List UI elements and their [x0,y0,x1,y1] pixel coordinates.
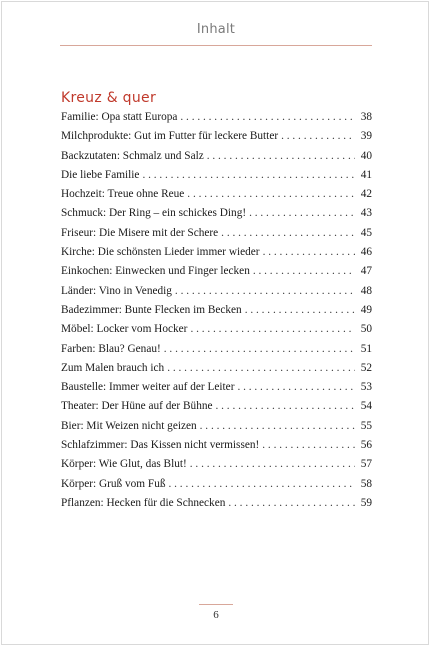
toc-dot-leader [253,262,355,281]
toc-dot-leader [216,397,356,416]
toc-dot-leader [221,224,355,243]
toc-entry-page: 57 [360,458,372,471]
toc-entry-title: Die liebe Familie [61,168,140,181]
toc-dot-leader [175,282,355,301]
toc-entry [61,224,372,243]
toc-entry-title: Möbel: Locker vom Hocker [61,323,188,336]
toc-entry-page: 53 [360,381,372,394]
toc-dot-leader [142,166,355,185]
toc-dot-leader [237,378,355,397]
toc-entry-title: Körper: Gruß vom Fuß [61,477,166,490]
toc-entry-title: Farben: Blau? Genau! [61,342,161,355]
toc-dot-leader [281,127,355,146]
toc-dot-leader [249,204,355,223]
toc-entry-title: Pflanzen: Hecken für die Schnecken [61,496,226,509]
toc-entry [61,282,372,301]
toc-entry [61,475,372,494]
toc-entry-page: 55 [360,419,372,432]
toc-entry [61,108,372,127]
toc-entry-page: 39 [360,130,372,143]
toc-entry [61,204,372,223]
toc-entry-title: Backzutaten: Schmalz und Salz [61,149,204,162]
toc-entry-title: Schlafzimmer: Das Kissen nicht vermissen! [61,439,260,452]
toc-dot-leader [187,185,355,204]
toc-entry-page: 56 [360,439,372,452]
toc-dot-leader [164,340,355,359]
toc-entry-page: 52 [360,361,372,374]
toc-entry [61,340,372,359]
running-head: Inhalt [196,22,236,37]
toc-entry-page: 49 [360,303,372,316]
toc-entry-page: 45 [360,226,372,239]
toc-dot-leader [263,243,355,262]
toc-entry-title: Hochzeit: Treue ohne Reue [61,188,185,201]
toc-entry-title: Friseur: Die Misere mit der Schere [61,226,219,239]
toc-dot-leader [262,436,355,455]
toc-entry [61,436,372,455]
toc-entry [61,185,372,204]
toc-entry [61,417,372,436]
footer-rule [199,604,233,605]
toc-entry [61,127,372,146]
toc-entry-page: 59 [360,496,372,509]
toc-entry-page: 54 [360,400,372,413]
toc-entry [61,378,372,397]
toc-dot-leader [228,494,355,513]
toc-entry [61,147,372,166]
toc-entry-title: Kirche: Die schönsten Lieder immer wieder [61,246,260,259]
toc-entry-title: Baustelle: Immer weiter auf der Leiter [61,381,235,394]
toc-entry-title: Bier: Mit Weizen nicht geizen [61,419,197,432]
toc-entry-title: Länder: Vino in Venedig [61,284,172,297]
toc-entry-page: 50 [360,323,372,336]
toc-dot-leader [180,108,355,127]
toc-dot-leader [245,301,355,320]
toc-entry [61,359,372,378]
toc-entry-title: Einkochen: Einwecken und Finger lecken [61,265,250,278]
toc-dot-leader [207,147,355,166]
toc-entry [61,455,372,474]
toc-entry [61,494,372,513]
toc-entry-page: 40 [360,149,372,162]
toc-entry-title: Theater: Der Hüne auf der Bühne [61,400,213,413]
toc-entry-title: Schmuck: Der Ring – ein schickes Ding! [61,207,247,220]
toc-entry-title: Zum Malen brauch ich [61,361,165,374]
toc-dot-leader [190,455,355,474]
header-rule [60,45,372,46]
toc-entry-title: Familie: Opa statt Europa [61,111,178,123]
page-number: 6 [213,609,219,621]
toc-dot-leader [200,417,355,436]
toc-entry-page: 48 [360,284,372,297]
table-of-contents [61,108,372,513]
section-title: Kreuz & quer [61,90,157,106]
toc-entry [61,262,372,281]
toc-entry-page: 38 [360,111,372,123]
toc-entry [61,397,372,416]
toc-entry-title: Körper: Wie Glut, das Blut! [61,458,187,471]
toc-entry [61,320,372,339]
toc-entry-page: 43 [360,207,372,220]
toc-entry-page: 46 [360,246,372,259]
toc-entry-page: 51 [360,342,372,355]
toc-entry-page: 47 [360,265,372,278]
toc-entry-title: Milchprodukte: Gut im Futter für leckere Butter [61,130,279,143]
toc-dot-leader [190,320,355,339]
toc-dot-leader [167,359,355,378]
toc-entry [61,301,372,320]
toc-entry [61,166,372,185]
toc-dot-leader [169,475,356,494]
toc-entry-page: 42 [360,188,372,201]
toc-entry-title: Badezimmer: Bunte Flecken im Becken [61,303,242,316]
toc-entry [61,243,372,262]
toc-entry-page: 58 [360,477,372,490]
toc-entry-page: 41 [360,168,372,181]
